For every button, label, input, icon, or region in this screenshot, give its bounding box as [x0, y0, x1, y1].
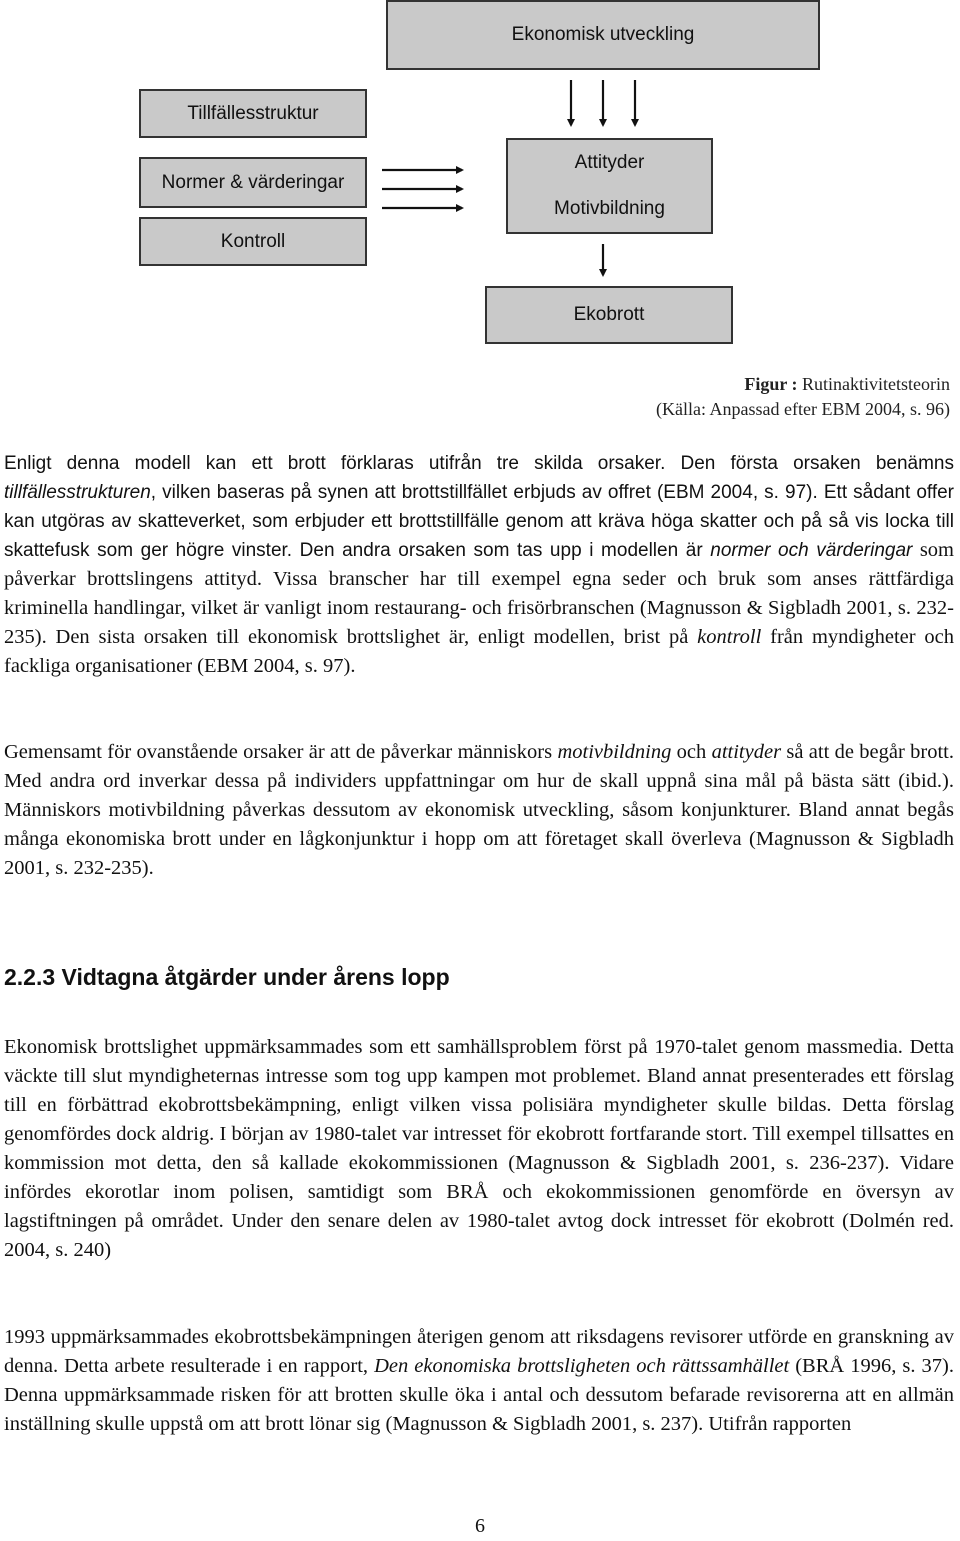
- attitudes-label: Attityder: [574, 152, 645, 173]
- paragraph-1-emphasis-2: normer och värderingar: [710, 540, 913, 561]
- paragraph-2-emphasis-1: motivbildning: [557, 741, 672, 763]
- figure-source: [656, 399, 950, 420]
- diagram-arrows: [0, 0, 960, 300]
- economic-development-label: Ekonomisk utveckling: [511, 24, 695, 45]
- paragraph-1-text-4: från myndigheter och fackliga organisationer (EBM 2004, s. 97).: [4, 626, 954, 677]
- right-arrows-group: [382, 170, 462, 208]
- paragraph-3: Ekonomisk brottslighet uppmärksammades som ett samhällsproblem först på 1970-talet genom massmedia. Detta väckte till slut myndigheternas intresse som tog upp kampen mot problemet. Bland annat presenterades ett förslag till en förbättrad ekobrottsbekämpning, enligt vilken vissa polisiära myndigheter skulle bildas. Detta förslag genomfördes dock aldrig. I början av 1980-talet var intresset för ekobrott fortfarande stort. Till exempel tillsattes en kommission mot detta, den så kallade ekokommissionen (Magnusson & Sigbladh 2001, s. 236-237). Vidare infördes ekorotlar inom polisen, samtidigt som BRÅ och ekokommissionen genomförde en översyn av lagstiftningen på området. Under den senare delen av 1980-talet avtog dock intresset för ekobrott (Dolmén red. 2004, s. 240): [4, 1036, 954, 1261]
- down-arrows-group: [571, 80, 635, 275]
- paragraph-1-text-1: Enligt denna modell kan ett brott förklaras utifrån tre skilda orsaker. Den första orsaken benämns: [4, 453, 954, 474]
- economic-crime-label: Ekobrott: [573, 304, 645, 325]
- figure-caption: [744, 374, 950, 395]
- paragraph-1-text-3: som påverkar brottslingens attityd. Vissa branscher har till exempel egna seder och bruk som anses rättfärdiga kriminella handlingar, vilket är vanligt inom restaurang- och frisörbranschen (Magnusson & Sigbladh 2001, s. 232-235). Den sista orsaken till ekonomisk brottslighet är, enligt modellen, brist på: [4, 539, 954, 648]
- paragraph-1-text-2: , vilken baseras på synen att brottstillfället erbjuds av offret (EBM 2004, s. 97). Ett sådant offer kan utgöras av skatteverket, som erbjuder ett brottstillfälle genom att kräva höga skatter och på så vis locka till skattefusk som ger högre vinster. Den andra orsaken som tas upp i modellen är: [4, 482, 954, 561]
- figure-label: Figur :: [744, 374, 798, 394]
- opportunity-structure-label: Tillfällesstruktur: [187, 102, 319, 124]
- paragraph-4-emphasis-1: Den ekonomiska brottsligheten och rättssamhället: [374, 1355, 790, 1377]
- figure-source-text: (Källa: Anpassad efter EBM 2004, s. 96): [656, 399, 950, 419]
- control-label: Kontroll: [220, 230, 286, 252]
- paragraph-4-text-1: 1993 uppmärksammades ekobrottsbekämpningen återigen genom att riksdagens revisorer utförde en granskning av denna. Detta arbete resulterade i en rapport,: [4, 1326, 954, 1377]
- motivation-label: Motivbildning: [554, 198, 665, 219]
- paragraph-2-text-1: Gemensamt för ovanstående orsaker är att de påverkar människors: [4, 741, 558, 763]
- paragraph-2: [4, 738, 954, 883]
- paragraph-2-text-3: så att de begår brott. Med andra ord inverkar dessa på individers uppfattningar om hur de skall uppnå sina mål på bästa sätt (ibid.). Människors motivbildning påverkas dessutom av ekonomisk utveckling, såsom konjunkturer. Bland annat begås många ekonomiska brott under en lågkonjunktur i hopp om att företaget skall överleva (Magnusson & Sigbladh 2001, s. 232-235).: [4, 741, 954, 879]
- page-number: 6: [475, 1515, 485, 1537]
- paragraph-1: [4, 449, 954, 681]
- paragraph-1-emphasis-1: tillfällesstrukturen: [4, 482, 151, 503]
- paragraph-2-emphasis-2: attityder: [711, 741, 782, 763]
- norms-values-label: Normer & värderingar: [161, 171, 345, 193]
- figure-title: Rutinaktivitetsteorin: [802, 374, 950, 394]
- paragraph-4: [4, 1323, 954, 1439]
- paragraph-1-emphasis-3: kontroll: [697, 626, 762, 648]
- paragraph-4-text-2: (BRÅ 1996, s. 37). Denna uppmärksammade risken för att brotten skulle öka i antal och dessutom befarade revisorerna att en allmän inställning skulle uppstå om att brott lönar sig (Magnusson & Sigbladh 2001, s. 237). Utifrån rapporten: [4, 1355, 954, 1435]
- section-heading: 2.2.3 Vidtagna åtgärder under årens lopp: [4, 964, 450, 990]
- paragraph-2-text-2: och: [671, 741, 712, 763]
